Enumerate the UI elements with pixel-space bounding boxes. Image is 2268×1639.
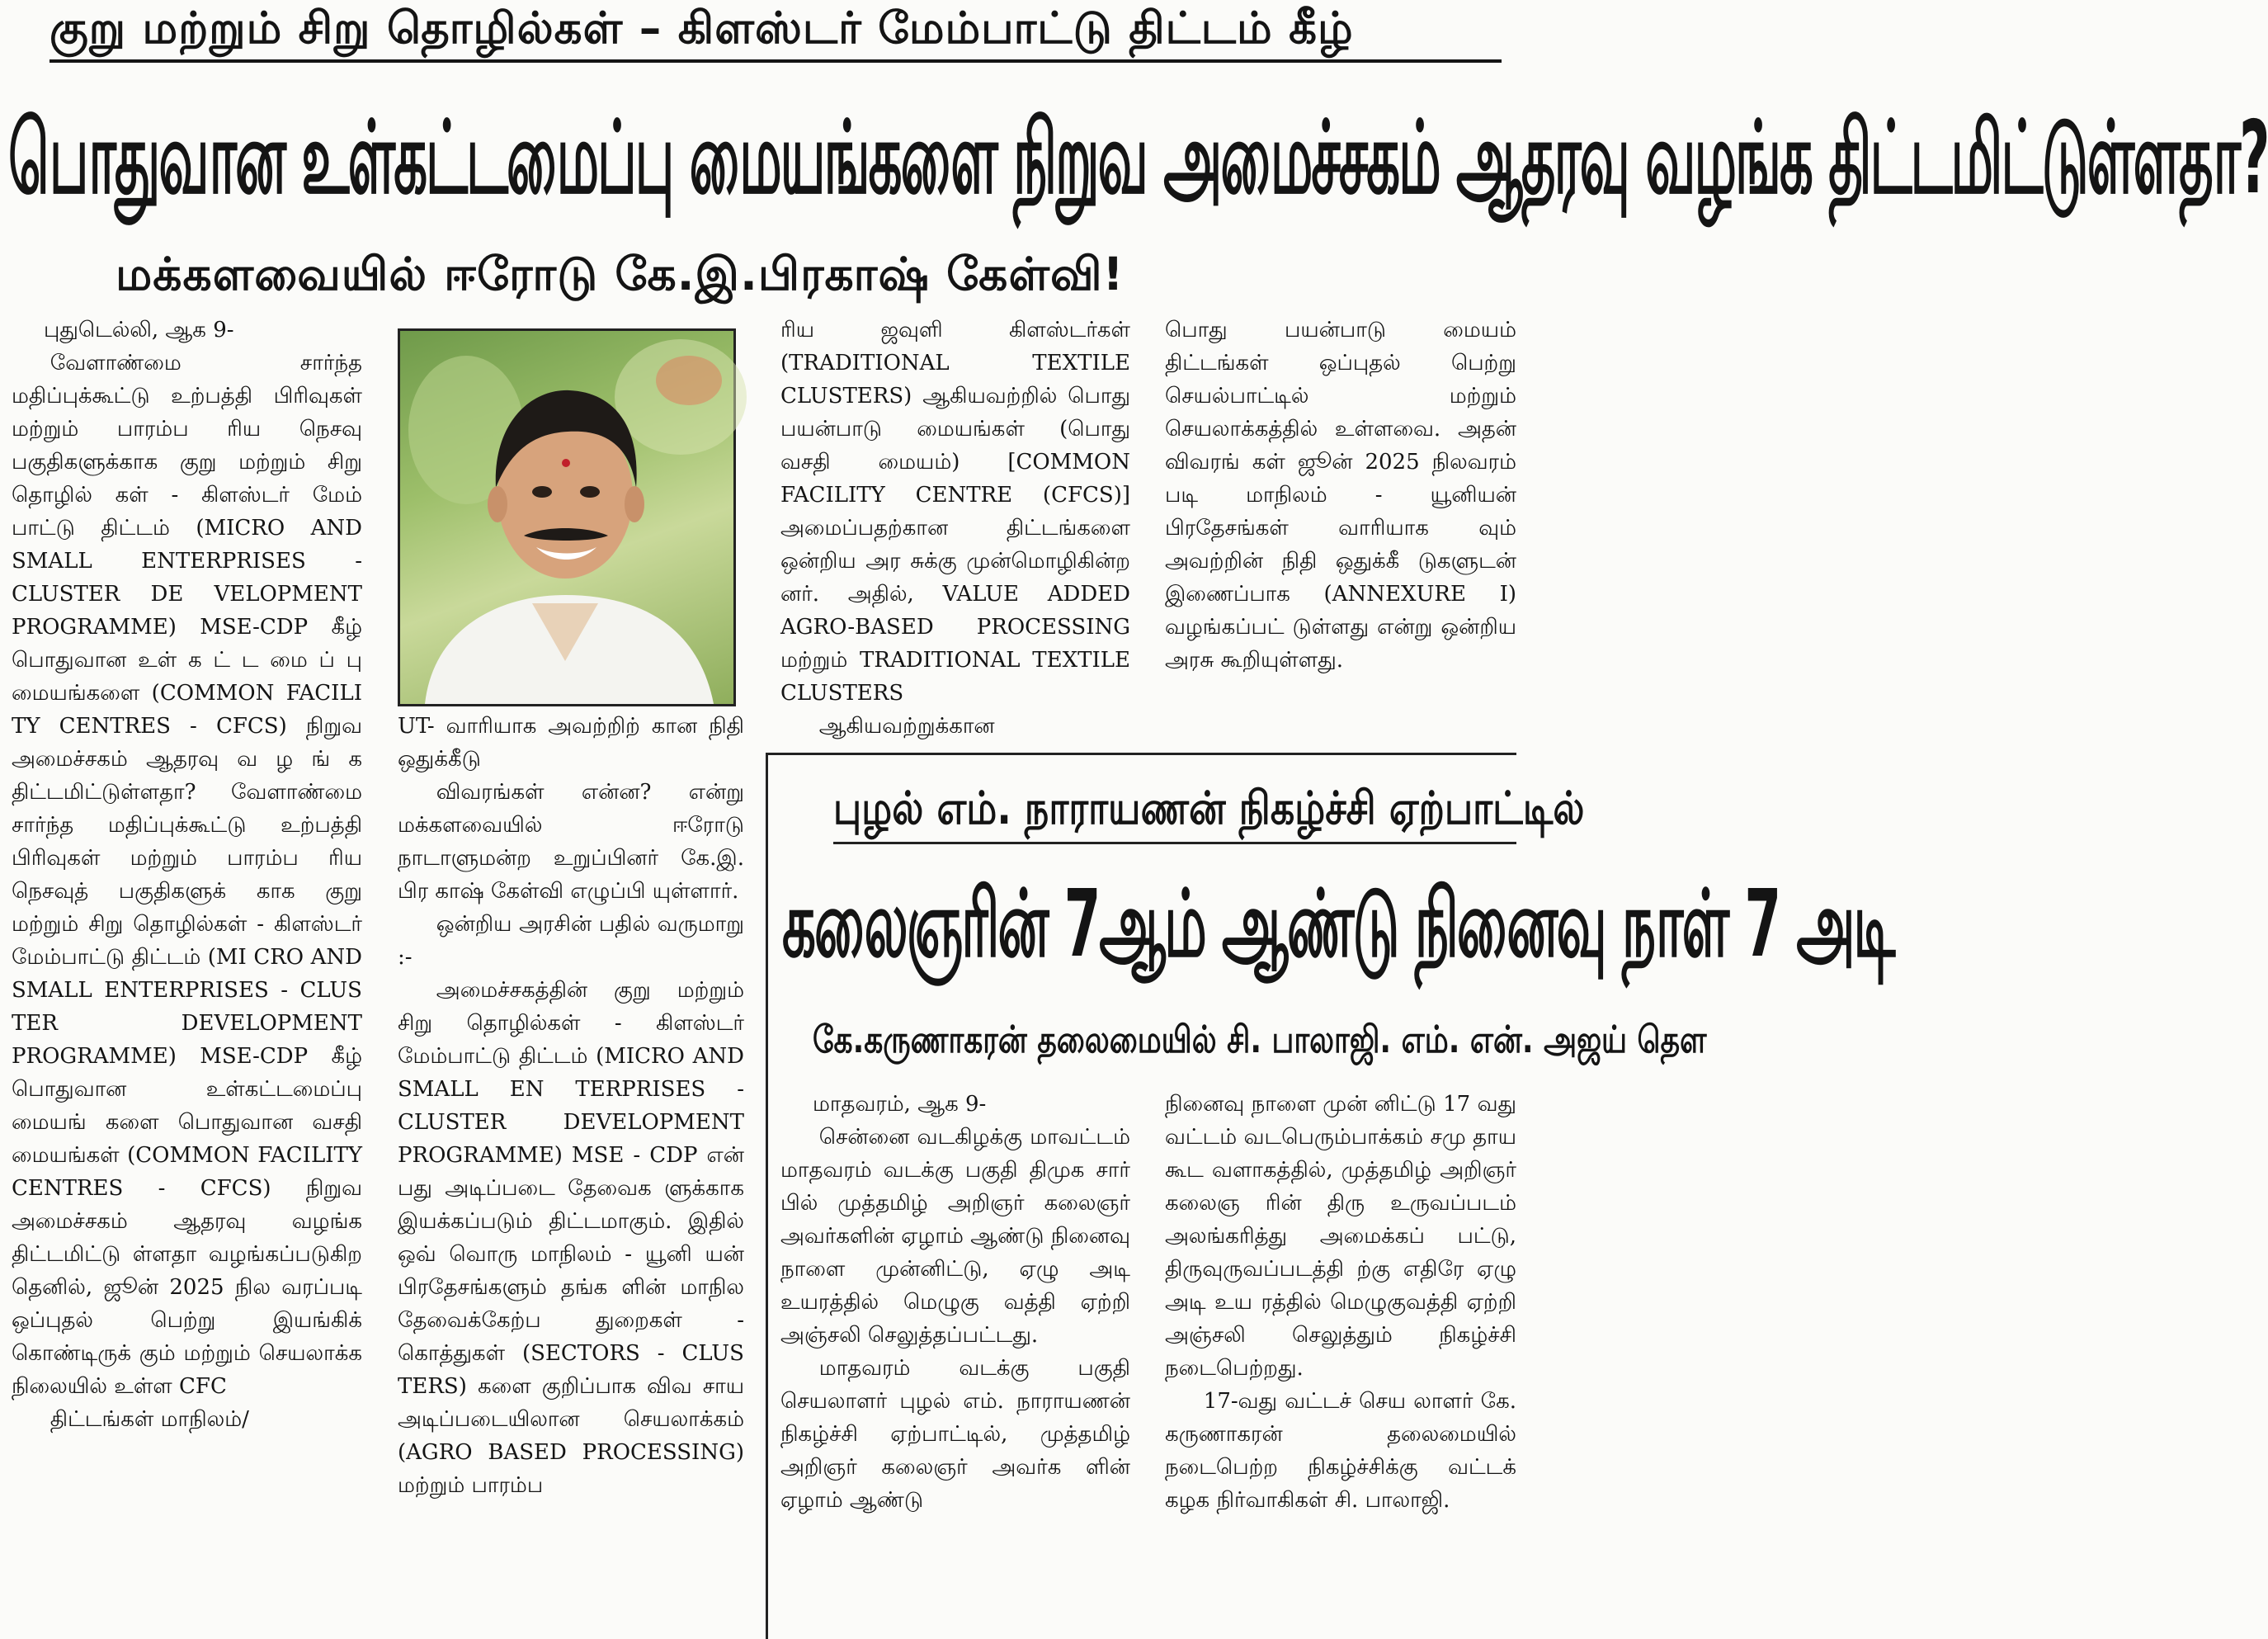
column-3-body: ரிய ஜவுளி கிளஸ்டர்கள் (TRADITIONAL TEXTILE CLUSTERS) ஆகியவற்றில் பொது பயன்பாடு மையங்கள் (பொது வசதி மையம்) [COMMON FACILITY CENTRE (CFCS)] அமைப்பதற்கான திட்டங்களை ஒன்றிய அர சுக்கு முன்மொழிகின்ற னர். அதில், VALUE ADDED AGRO-BASED PROCESSING மற்றும் TRADITIONAL TEXTILE CLUSTERS bbox=[780, 318, 1130, 706]
story-box-left-border bbox=[766, 753, 768, 1639]
article-column-3 bbox=[780, 314, 1130, 743]
story-2-headline: கலைஞரின் 7ஆம் ஆண்டு நினைவு நாள் 7 அடி bbox=[782, 871, 1894, 979]
article-column-2 bbox=[398, 710, 744, 1639]
portrait-illustration bbox=[400, 331, 733, 704]
story-2-col-2-paragraph-1: நினைவு நாளை முன் னிட்டு 17 வது வட்டம் வடபெரும்பாக்கம் சமு தாய கூட வளாகத்தில், முத்தமிழ் அறிஞர் கலைஞ ரின் திரு உருவப்படம் அலங்கரித்து அமைக்கப் பட்டு, திருவுருவப்படத்தி ற்கு எதிரே ஏழு அடி உய ரத்தில் மெழுகுவத்தி ஏற்றி அஞ்சலி செலுத்தும் நிகழ்ச்சி நடைபெற்றது. bbox=[1165, 1092, 1516, 1381]
main-headline: பொதுவான உள்கட்டமைப்பு மையங்களை நிறுவ அமைச்சகம் ஆதரவு வழங்க திட்டமிட்டுள்ளதா? bbox=[8, 101, 2268, 218]
story-2-kicker: புழல் எம். நாராயணன் நிகழ்ச்சி ஏற்பாட்டில் bbox=[833, 781, 1585, 835]
column-3-paragraph-2: ஆகியவற்றுக்கான bbox=[818, 714, 995, 739]
column-1-body-end: திட்டங்கள் மாநிலம்/ bbox=[50, 1407, 249, 1432]
story-2-col-2-paragraph-2: 17-வது வட்டச் செய லாளர் கே. கருணாகரன் தலைமையில் நடைபெற்ற நிகழ்ச்சிக்கு வட்டக் கழக நிர்வாகிகள் சி. பாலாஜி. bbox=[1165, 1389, 1516, 1513]
column-2-paragraph-2: விவரங்கள் என்ன? என்று மக்களவையில் ஈரோடு நாடாளுமன்ற உறுப்பினர் கே.இ. பிர காஷ் கேள்வி எழுப்பி யுள்ளார். bbox=[398, 780, 744, 904]
column-2-paragraph-4: அமைச்சகத்தின் குறு மற்றும் சிறு தொழில்கள் - கிளஸ்டர் மேம்பாட்டு திட்டம் (MICRO AND SMALL EN TERPRISES - CLUSTER DEVELOPMENT PROGRAMME) MSE - CDP என் பது அடிப்படை தேவைக ளுக்காக இயக்கப்படும் திட்டமாகும். இதில் ஒவ் வொரு மாநிலம் - யூனி யன் பிரதேசங்களும் தங்க ளின் மாநில தேவைக்கேற்ப துறைகள் - கொத்துகள் (SECTORS - CLUS TERS) களை குறிப்பாக விவ சாய அடிப்படையிலான செயலாக்கம் (AGRO BASED PROCESSING) மற்றும் பாரம்ப bbox=[398, 978, 744, 1498]
story-2-col-1-paragraph-2: மாதவரம் வடக்கு பகுதி செயலாளர் புழல் எம். நாராயணன் நிகழ்ச்சி ஏற்பாட்டில், முத்தமிழ் அறிஞர் கலைஞர் அவர்க ளின் ஏழாம் ஆண்டு bbox=[780, 1356, 1130, 1513]
story-box-top-border bbox=[766, 753, 1516, 755]
article-column-4 bbox=[1165, 314, 1516, 743]
article-column-1 bbox=[12, 314, 362, 1639]
portrait-photo bbox=[398, 328, 736, 706]
story-2-dateline: மாதவரம், ஆக 9- bbox=[813, 1092, 987, 1117]
kicker-headline: குறு மற்றும் சிறு தொழில்கள் – கிளஸ்டர் மேம்பாட்டு திட்டம் கீழ் bbox=[50, 3, 1354, 54]
column-4-body: பொது பயன்பாடு மையம் திட்டங்கள் ஒப்புதல் பெற்று செயல்பாட்டில் மற்றும் செயலாக்கத்தில் உள்ளவை. அதன் விவரங் கள் ஜூன் 2025 நிலவரம் படி மாநிலம் - யூனியன் பிரதேசங்கள் வாரியாக வும் அவற்றின் நிதி ஒதுக்கீ டுகளுடன் இணைப்பாக (ANNEXURE I) வழங்கப்பட் டுள்ளது என்று ஒன்றிய அரசு கூறியுள்ளது. bbox=[1165, 318, 1516, 673]
story-2-column-1 bbox=[780, 1088, 1130, 1639]
dateline: புதுடெல்லி, ஆக 9- bbox=[44, 318, 234, 342]
story-2-col-1-paragraph-1: சென்னை வடகிழக்கு மாவட்டம் மாதவரம் வடக்கு பகுதி திமுக சார் பில் முத்தமிழ் அறிஞர் கலைஞர் அவர்களின் ஏழாம் ஆண்டு நினைவு நாளை முன்னிட்டு, ஏழு அடி உயரத்தில் மெழுகு வத்தி ஏற்றி அஞ்சலி செலுத்தப்பட்டது. bbox=[780, 1125, 1130, 1348]
story-2-column-2 bbox=[1165, 1088, 1516, 1639]
column-2-paragraph-3: ஒன்றிய அரசின் பதில் வருமாறு :- bbox=[398, 912, 744, 970]
column-1-body: வேளாண்மை சார்ந்த மதிப்புக்கூட்டு உற்பத்தி பிரிவுகள் மற்றும் பாரம்ப ரிய நெசவு பகுதிகளுக்காக குறு மற்றும் சிறு தொழில் கள் - கிளஸ்டர் மேம் பாட்டு திட்டம் (MICRO AND SMALL ENTERPRISES - CLUSTER DE VELOPMENT PROGRAMME) MSE-CDP கீழ் பொதுவான உள் க ட் ட மை ப் பு மையங்களை (COMMON FACILI TY CENTRES - CFCS) நிறுவ அமைச்சகம் ஆதரவு வ ழ ங் க திட்டமிட்டுள்ளதா? வேளாண்மை சார்ந்த மதிப்புக்கூட்டு உற்பத்தி பிரிவுகள் மற்றும் பாரம்ப ரிய நெசவுத் பகுதிகளுக் காக குறு மற்றும் சிறு தொழில்கள் - கிளஸ்டர் மேம்பாட்டு திட்டம் (MI CRO AND SMALL ENTERPRISES - CLUS TER DEVELOPMENT PROGRAMME) MSE-CDP கீழ் பொதுவான உள்கட்டமைப்பு மையங் களை பொதுவான வசதி மையங்கள் (COMMON FACILITY CENTRES - CFCS) நிறுவ அமைச்சகம் ஆதரவு வழங்க திட்டமிட்டு ள்ளதா வழங்கப்படுகிற தெனில், ஜூன் 2025 நில வரப்படி ஒப்புதல் பெற்று இயங்கிக் கொண்டிருக் கும் மற்றும் செயலாக்க நிலையில் உள்ள CFC bbox=[12, 351, 362, 1399]
story-2-subheadline: கே.கருணாகரன் தலைமையில் சி. பாலாஜி. எம். என். அஜய் தெள bbox=[813, 1018, 1707, 1061]
sub-headline: மக்களவையில் ஈரோடு கே.இ.பிரகாஷ் கேள்வி! bbox=[116, 248, 1125, 300]
column-2-body: UT- வாரியாக அவற்றிற் கான நிதி ஒதுக்கீடு bbox=[398, 714, 744, 772]
